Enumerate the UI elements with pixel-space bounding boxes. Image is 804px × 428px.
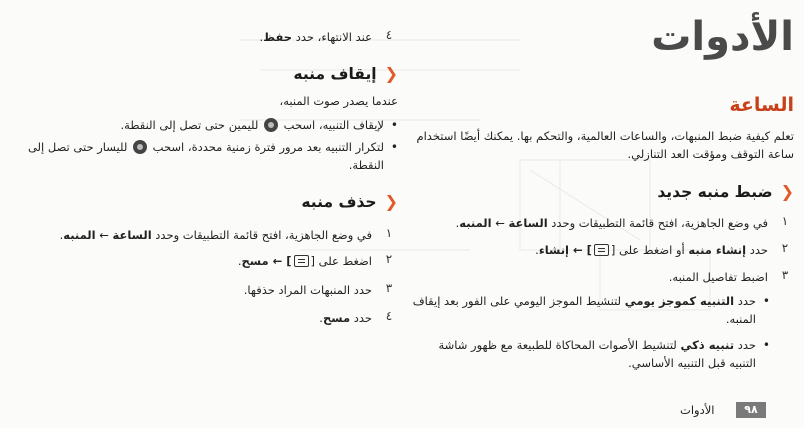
section-heading-clock: الساعة	[729, 94, 794, 116]
step-pre: في وضع الجاهزية، افتح قائمة التطبيقات وحدد	[151, 228, 372, 242]
step-pre: حدد	[350, 311, 372, 325]
step-post: .	[59, 228, 64, 242]
subheading-new-alarm	[410, 182, 794, 201]
step-pre: اضغط على [	[310, 254, 372, 268]
step-text	[8, 252, 372, 270]
step-post: .	[237, 254, 242, 268]
step-bold: حفظ	[263, 30, 293, 44]
step-number: ٢	[385, 252, 393, 266]
step-bold: المنبه	[459, 216, 492, 230]
menu-key-icon	[594, 244, 609, 256]
stop-alarm-heading-text: إيقاف منبه	[293, 65, 377, 83]
step-bold: ] ← مسح	[241, 254, 292, 268]
bullet-icon: •	[390, 140, 398, 154]
step-text: حدد المنبهات المراد حذفها.	[243, 283, 372, 297]
step-number: ١	[385, 226, 393, 240]
bullet-item	[410, 292, 794, 328]
bullet-item	[8, 116, 398, 134]
bullet-bold: التنبيه كموجز يومي	[624, 294, 735, 308]
step-bold: المنبه	[63, 228, 96, 242]
step-pre: عند الانتهاء، حدد	[292, 30, 372, 44]
bullet-icon: •	[762, 294, 770, 308]
delete-alarm-heading-text: حذف منبه	[301, 193, 377, 211]
list-item	[8, 252, 398, 270]
bullet-icon: •	[390, 118, 398, 132]
bullet-pre: لتكرار التنبيه بعد مرور فترة زمنية محددة، اسحب	[149, 140, 384, 154]
bullet-post: لليمين حتى تصل إلى النقطة.	[120, 118, 263, 132]
step-text	[8, 309, 372, 327]
step-post: .	[455, 216, 460, 230]
bullet-post: لتنشيط الأصوات المحاكاة للطبيعة مع ظهور شاشة التنبيه قبل التنبيه الأساسي.	[438, 338, 756, 370]
footer-label: الأدوات	[680, 403, 715, 417]
step-bold: مسح	[322, 311, 351, 325]
clock-intro: تعلم كيفية ضبط المنبهات، والساعات العالمية، والتحكم بها. يمكنك أيضًا استخدام ساعة التوقف ومؤقت العد التنازلي.	[416, 129, 794, 161]
step-number: ١	[781, 214, 789, 228]
subheading-stop-alarm	[8, 64, 398, 83]
stop-alarm-handle-icon	[264, 118, 278, 132]
step-text	[410, 214, 768, 232]
step-number: ٣	[781, 268, 789, 282]
step-post: .	[259, 30, 264, 44]
step-pre: حدد	[746, 243, 768, 257]
list-item	[410, 268, 794, 286]
step-pre: في وضع الجاهزية، افتح قائمة التطبيقات وحدد	[547, 216, 768, 230]
snooze-handle-icon	[133, 140, 147, 154]
step-mid: ←	[95, 228, 113, 242]
bullet-pre: حدد	[734, 338, 756, 352]
new-alarm-heading-text: ضبط منبه جديد	[657, 183, 773, 201]
bullet-text	[410, 336, 756, 372]
stop-alarm-intro: عندما يصدر صوت المنبه،	[279, 94, 398, 108]
list-item	[8, 281, 398, 299]
page-title: الأدوات	[651, 14, 794, 60]
chevron-left-icon: ❮	[384, 192, 398, 211]
list-item	[8, 28, 398, 46]
step-post: .	[319, 311, 323, 325]
bullet-icon: •	[762, 338, 770, 352]
chevron-left-icon: ❮	[384, 64, 398, 83]
right-column	[410, 0, 794, 400]
step-number: ٢	[781, 241, 789, 255]
step-text: اضبط تفاصيل المنبه.	[668, 270, 768, 284]
step-number: ٤	[385, 28, 393, 42]
page-number-badge: ٩٨	[736, 402, 766, 418]
step-bold: ] ← إنشاء	[538, 243, 592, 257]
list-item	[410, 214, 794, 232]
subheading-delete-alarm	[8, 192, 398, 211]
bullet-item	[410, 336, 794, 372]
bullet-text	[8, 138, 384, 174]
step-mid: أو اضغط على [	[610, 243, 689, 257]
list-item	[410, 241, 794, 259]
step-bold: الساعة	[508, 216, 548, 230]
bullet-post: لليسار حتى تصل إلى النقطة.	[27, 140, 384, 172]
step-post: .	[535, 243, 539, 257]
step-text	[8, 226, 372, 244]
step-text	[410, 241, 768, 259]
bullet-text	[8, 116, 384, 134]
step-mid: ←	[491, 216, 509, 230]
list-item	[8, 226, 398, 244]
left-column	[8, 0, 398, 400]
list-item	[8, 309, 398, 327]
chevron-left-icon: ❮	[780, 182, 794, 201]
step-text	[8, 28, 372, 46]
step-bold: الساعة	[112, 228, 152, 242]
step-number: ٣	[385, 281, 393, 295]
bullet-text	[410, 292, 756, 328]
bullet-item	[8, 138, 398, 174]
menu-key-icon	[294, 255, 309, 267]
step-bold: إنشاء منبه	[688, 243, 747, 257]
bullet-bold: تنبيه ذكي	[680, 338, 735, 352]
bullet-pre: حدد	[734, 294, 756, 308]
bullet-post: لتنشيط الموجز اليومي على الفور بعد إيقاف المنبه.	[412, 294, 756, 326]
bullet-pre: لإيقاف التنبيه، اسحب	[280, 118, 384, 132]
step-number: ٤	[385, 309, 393, 323]
